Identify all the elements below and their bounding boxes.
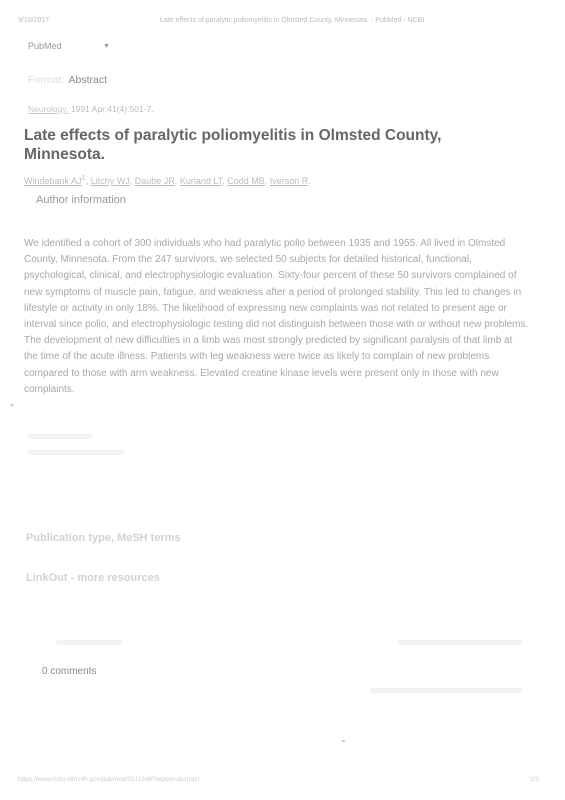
- author-information-toggle[interactable]: Author information: [36, 194, 126, 206]
- citation-details: 1991 Apr;41(4):501-7.: [70, 104, 154, 114]
- comments-count: 0 comments: [42, 666, 97, 677]
- citation: [28, 104, 154, 114]
- author-list: Windebank $AJ^1$, Litchy WJ, Daube JR, Kurland LT, Codd MB, Iverson R.: [24, 173, 311, 186]
- format-label: Format:: [28, 74, 65, 86]
- faded-mesh-line: [28, 450, 124, 455]
- bullet-icon: ●: [10, 402, 15, 409]
- print-page-number: 1/3: [530, 776, 540, 783]
- format-display[interactable]: [28, 74, 107, 86]
- author-link[interactable]: Daube JR: [134, 176, 175, 186]
- print-page-title: Late effects of paralytic poliomyelitis in Olmsted County, Minnesota. - PubMed - NCBI: [160, 17, 425, 24]
- journal-link[interactable]: Neurology.: [28, 104, 69, 114]
- faded-comments-guidelines[interactable]: [370, 688, 522, 693]
- print-url: https://www.ncbi.nlm.nih.gov/pubmed/2011248?report=abstract: [18, 776, 200, 783]
- faded-comments-header: [56, 640, 122, 645]
- database-select[interactable]: [28, 38, 110, 54]
- chevron-down-icon: ▼: [103, 42, 110, 50]
- author-link[interactable]: Iverson R: [269, 176, 309, 186]
- dot-mark: [342, 740, 345, 742]
- faded-comments-link[interactable]: [398, 640, 522, 645]
- author-link[interactable]: Codd MB: [227, 176, 265, 186]
- publication-type-mesh-toggle[interactable]: Publication type, MeSH terms: [26, 532, 181, 544]
- database-select-value: PubMed: [28, 41, 62, 51]
- author-link[interactable]: Kurland LT: [179, 176, 223, 186]
- author-link[interactable]: Windebank AJ: [24, 176, 82, 186]
- faded-pmid-line: [28, 434, 92, 439]
- article-title: Late effects of paralytic poliomyelitis in Olmsted County, Minnesota.: [24, 127, 442, 163]
- linkout-toggle[interactable]: LinkOut - more resources: [26, 572, 160, 584]
- abstract-text: We identified a cohort of 300 individuals who had paralytic polio between 1935 and 1955. All lived in Olmsted County, Minnesota. From the 247 survivors, we selected 50 subjects for detailed historical, functional, psychological, clinical, and electrophysiologic evaluation. Sixty-four percent of these 50 survivors complained of new symptoms of muscle pain, fatigue, and weakness after a period of prolonged stability. This led to changes in lifestyle or activity in only 18%. The likelihood of expressing new complaints was not related to present age or interval since polio, and electrophysiologic testing did not distinguish between those with or without new problems. The development of new difficulties in a limb was most strongly predicted by significant paralysis of that limb at the time of the acute illness. Patients with leg weakness were twice as likely to complain of new problems compared to those with arm weakness. Elevated creatine kinase levels were present only in those with new complaints.: [24, 238, 529, 395]
- print-date: 9/10/2017: [18, 17, 50, 24]
- format-value: Abstract: [68, 74, 108, 86]
- author-link[interactable]: Litchy WJ: [90, 176, 130, 186]
